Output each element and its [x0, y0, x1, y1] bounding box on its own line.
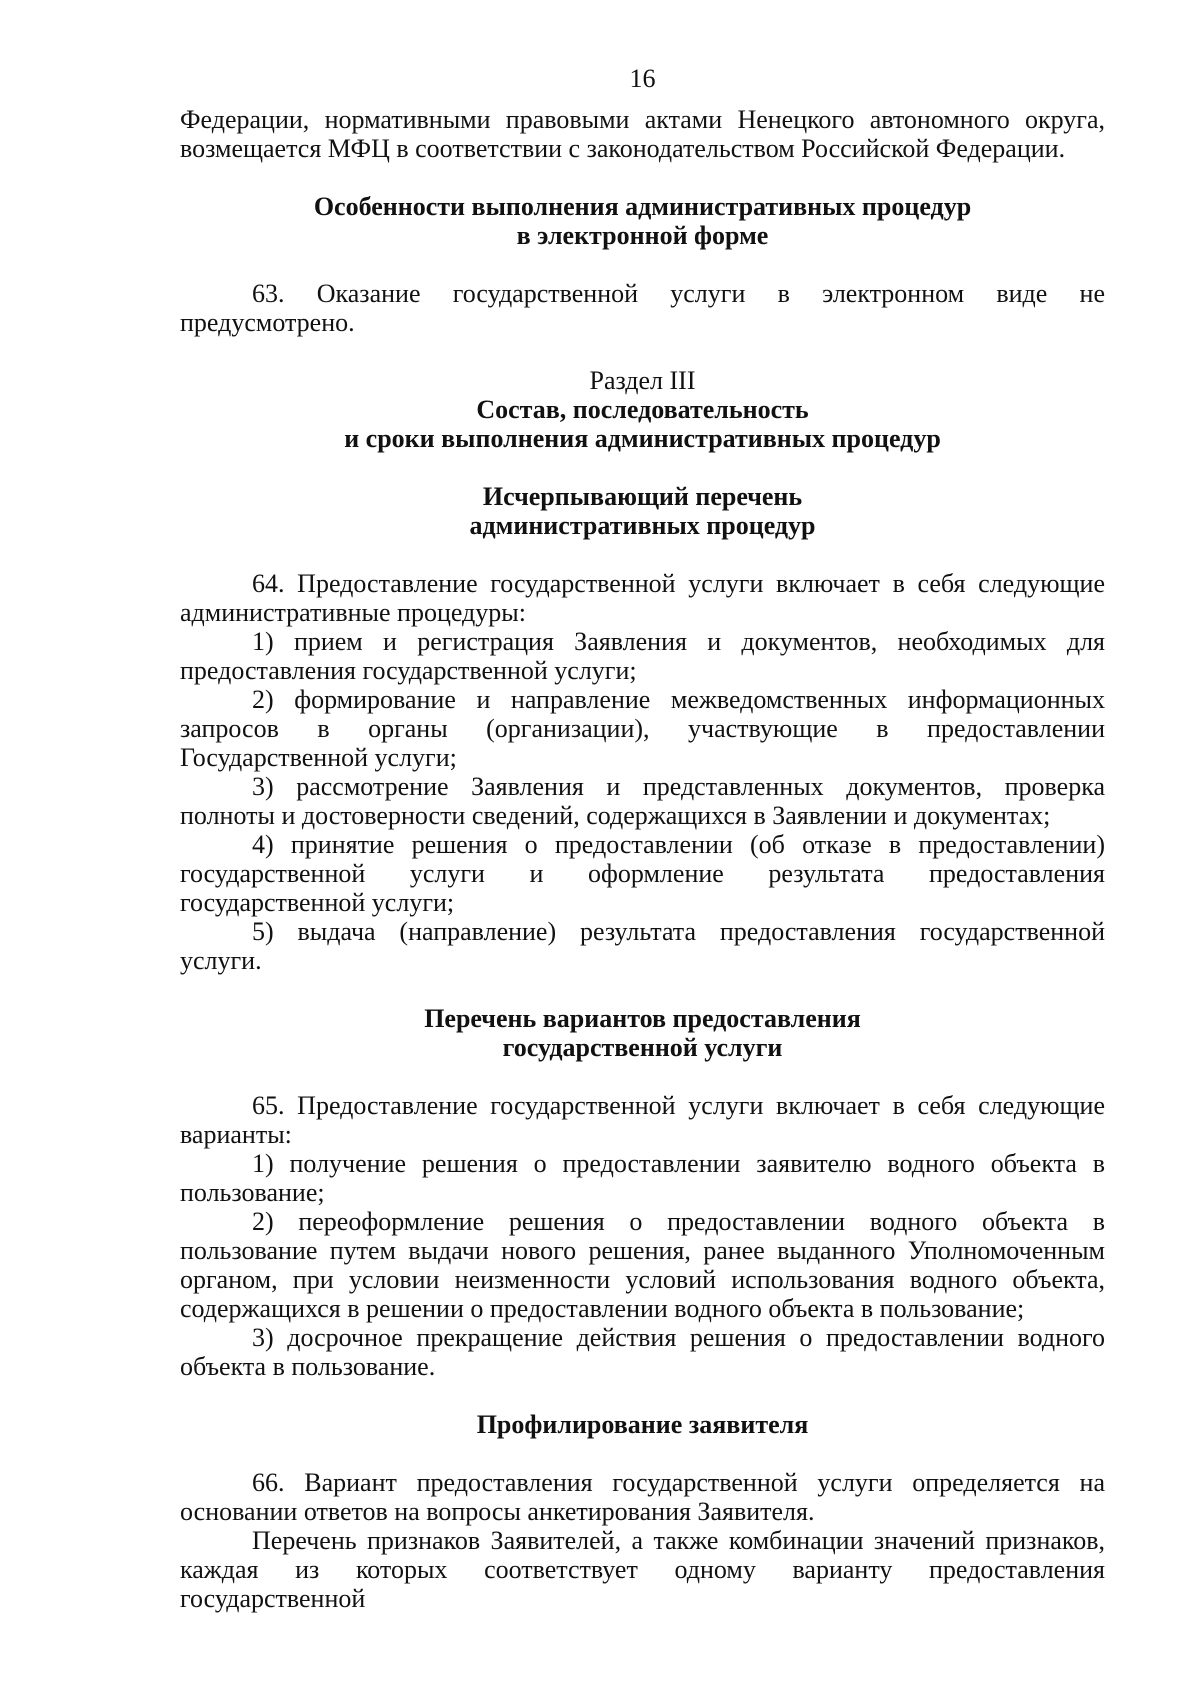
paragraph-63: 63. Оказание государственной услуги в электронном виде не предусмотрено.	[180, 279, 1105, 337]
heading-section-line1: Состав, последовательность	[476, 395, 809, 424]
heading-applicant-profiling: Профилирование заявителя	[476, 1410, 809, 1439]
heading-procedures-list-line2: административных процедур	[469, 511, 816, 540]
paragraph-66: 66. Вариант предоставления государственной услуги определяется на основании ответов на вопросы анкетирования Заявителя.	[180, 1468, 1105, 1526]
list-item-64-1: 1) прием и регистрация Заявления и документов, необходимых для предоставления государственной услуги;	[180, 627, 1105, 685]
heading-variants-line2: государственной услуги	[502, 1033, 783, 1062]
list-item-64-3: 3) рассмотрение Заявления и представленных документов, проверка полноты и достоверности сведений, содержащихся в Заявлении и документах;	[180, 772, 1105, 830]
heading-section-line2: и сроки выполнения административных процедур	[344, 424, 941, 453]
paragraph-66-continued: Перечень признаков Заявителей, а также комбинации значений признаков, каждая из которых соответствует одному варианту предоставления государственной	[180, 1526, 1105, 1613]
list-item-65-3: 3) досрочное прекращение действия решения о предоставлении водного объекта в пользование.	[180, 1323, 1105, 1381]
list-item-64-4: 4) принятие решения о предоставлении (об отказе в предоставлении) государственной услуги и оформление результата предоставления государственной услуги;	[180, 830, 1105, 917]
list-item-65-1: 1) получение решения о предоставлении заявителю водного объекта в пользование;	[180, 1149, 1105, 1207]
heading-electronic-form-line2: в электронной форме	[516, 221, 769, 250]
list-item-64-2: 2) формирование и направление межведомственных информационных запросов в органы (организации), участвующие в предоставлении Государственной услуги;	[180, 685, 1105, 772]
heading-electronic-form-line1: Особенности выполнения административных процедур	[313, 192, 972, 221]
paragraph-intro: Федерации, нормативными правовыми актами Ненецкого автономного округа, возмещается МФЦ в соответствии с законодательством Российской Федерации.	[180, 105, 1105, 163]
section-label: Раздел III	[589, 366, 696, 395]
list-item-64-5: 5) выдача (направление) результата предоставления государственной услуги.	[180, 917, 1105, 975]
paragraph-64: 64. Предоставление государственной услуги включает в себя следующие административные процедуры:	[180, 569, 1105, 627]
page-number: 16	[629, 64, 656, 93]
paragraph-65: 65. Предоставление государственной услуги включает в себя следующие варианты:	[180, 1091, 1105, 1149]
heading-procedures-list-line1: Исчерпывающий перечень	[482, 482, 803, 511]
list-item-65-2: 2) переоформление решения о предоставлении водного объекта в пользование путем выдачи нового решения, ранее выданного Уполномоченным органом, при условии неизменности условий использования водного объекта, содержащихся в решении о предоставлении водного объекта в пользование;	[180, 1207, 1105, 1323]
heading-variants-line1: Перечень вариантов предоставления	[424, 1004, 861, 1033]
